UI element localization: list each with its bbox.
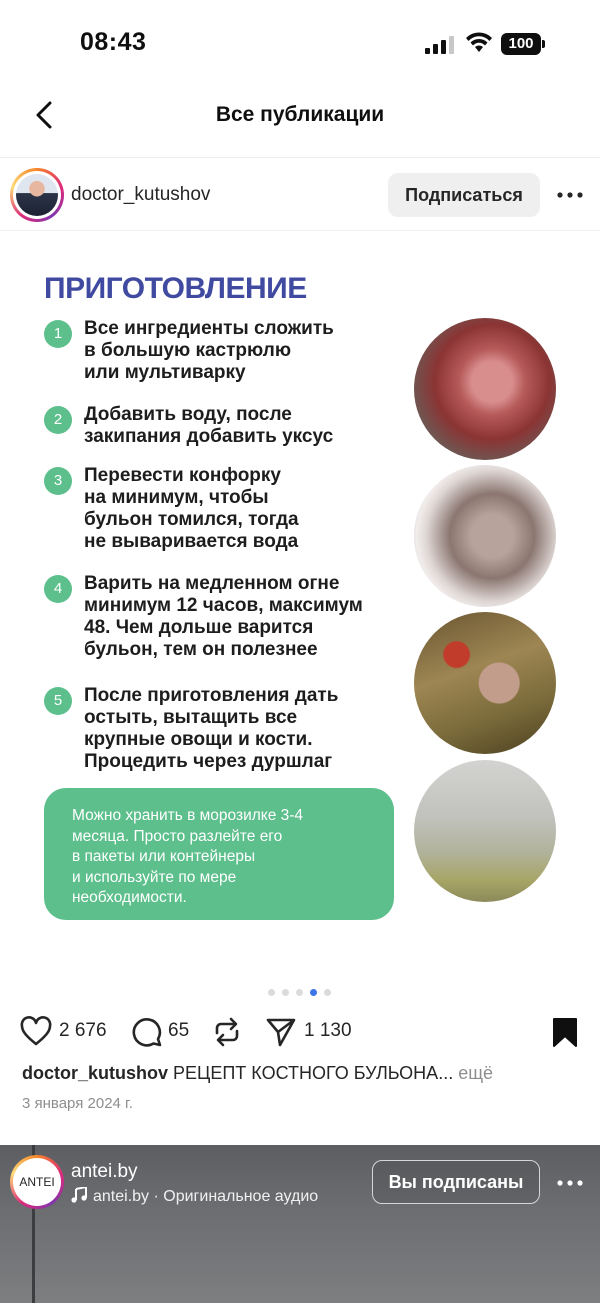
avatar-story-ring[interactable] bbox=[10, 168, 64, 222]
next-post-audio[interactable] bbox=[71, 1187, 318, 1206]
caption-username[interactable]: doctor_kutushov bbox=[22, 1063, 169, 1083]
avatar bbox=[16, 174, 58, 216]
music-note-icon bbox=[71, 1187, 87, 1203]
step-number-badge: 5 bbox=[44, 687, 72, 715]
status-bar bbox=[0, 0, 600, 90]
raw-meat-photo bbox=[414, 318, 556, 460]
next-post-audio-label: antei.by · Оригинальное аудио bbox=[93, 1188, 319, 1205]
more-options-icon[interactable] bbox=[556, 185, 584, 205]
step-number-badge: 2 bbox=[44, 406, 72, 434]
boiling-pot-photo bbox=[414, 465, 556, 607]
next-post-preview[interactable] bbox=[0, 1145, 600, 1303]
carousel-dot bbox=[268, 989, 275, 996]
carousel-dot bbox=[282, 989, 289, 996]
comments-count[interactable]: 65 bbox=[168, 1020, 190, 1041]
recipe-heading: ПРИГОТОВЛЕНИЕ bbox=[44, 272, 307, 305]
battery-cap bbox=[542, 40, 545, 48]
caption-text: РЕЦЕПТ КОСТНОГО БУЛЬОНА... bbox=[173, 1063, 454, 1083]
post-image-carousel[interactable] bbox=[0, 232, 600, 962]
like-heart-icon[interactable] bbox=[20, 1016, 52, 1048]
step-text: После приготовления дать остыть, вытащить все крупные овощи и кости. Процедить через дуршлаг bbox=[84, 685, 339, 772]
likes-count[interactable]: 2 676 bbox=[59, 1020, 107, 1041]
more-options-icon[interactable] bbox=[556, 1173, 584, 1193]
saved-bookmark-icon[interactable] bbox=[549, 1016, 581, 1048]
battery-level: 100 bbox=[501, 33, 541, 55]
page-title: Все публикации bbox=[215, 103, 385, 126]
step-text: Перевести конфорку на минимум, чтобы бульон томился, тогда не вываривается вода bbox=[84, 465, 299, 552]
comment-icon[interactable] bbox=[131, 1016, 163, 1048]
share-send-icon[interactable] bbox=[265, 1016, 297, 1048]
post-username[interactable]: doctor_kutushov bbox=[71, 184, 211, 205]
status-time: 08:43 bbox=[80, 28, 147, 56]
carousel-dot-active bbox=[310, 989, 317, 996]
storage-note-box bbox=[44, 788, 394, 920]
battery-icon bbox=[501, 33, 545, 55]
step-text: Все ингредиенты сложить в большую кастрюлю или мультиварку bbox=[84, 318, 334, 383]
caption-more-link[interactable]: ещё bbox=[458, 1063, 494, 1083]
carousel-dot bbox=[324, 989, 331, 996]
carousel-indicator bbox=[268, 989, 332, 997]
post-actions-bar bbox=[0, 1010, 600, 1054]
carousel-dot bbox=[296, 989, 303, 996]
wifi-icon bbox=[465, 32, 493, 54]
post-caption bbox=[22, 1063, 582, 1084]
shares-count[interactable]: 1 130 bbox=[304, 1020, 352, 1041]
cellular-signal-icon bbox=[425, 36, 455, 54]
step-text: Варить на медленном огне минимум 12 часов, максимум 48. Чем дольше варится бульон, тем он полезнее bbox=[84, 573, 363, 660]
next-post-avatar: ANTEI bbox=[13, 1158, 61, 1206]
step-text: Добавить воду, после закипания добавить уксус bbox=[84, 404, 334, 447]
step-number-badge: 4 bbox=[44, 575, 72, 603]
post-header bbox=[0, 159, 600, 231]
follow-button[interactable]: Подписаться bbox=[388, 173, 540, 217]
broth-photo bbox=[414, 612, 556, 754]
nav-header bbox=[0, 88, 600, 158]
storage-note-text: Можно хранить в морозилке 3-4 месяца. Просто разлейте его в пакеты или контейнеры и используйте по мере необходимости. bbox=[72, 807, 304, 906]
repost-icon[interactable] bbox=[211, 1016, 243, 1048]
post-date: 3 января 2024 г. bbox=[22, 1095, 133, 1112]
broth-container-photo bbox=[414, 760, 556, 902]
next-post-username[interactable]: antei.by bbox=[71, 1161, 138, 1182]
next-post-avatar-ring[interactable] bbox=[10, 1155, 64, 1209]
step-number-badge: 3 bbox=[44, 467, 72, 495]
subscribed-button[interactable]: Вы подписаны bbox=[372, 1160, 540, 1204]
step-number-badge: 1 bbox=[44, 320, 72, 348]
